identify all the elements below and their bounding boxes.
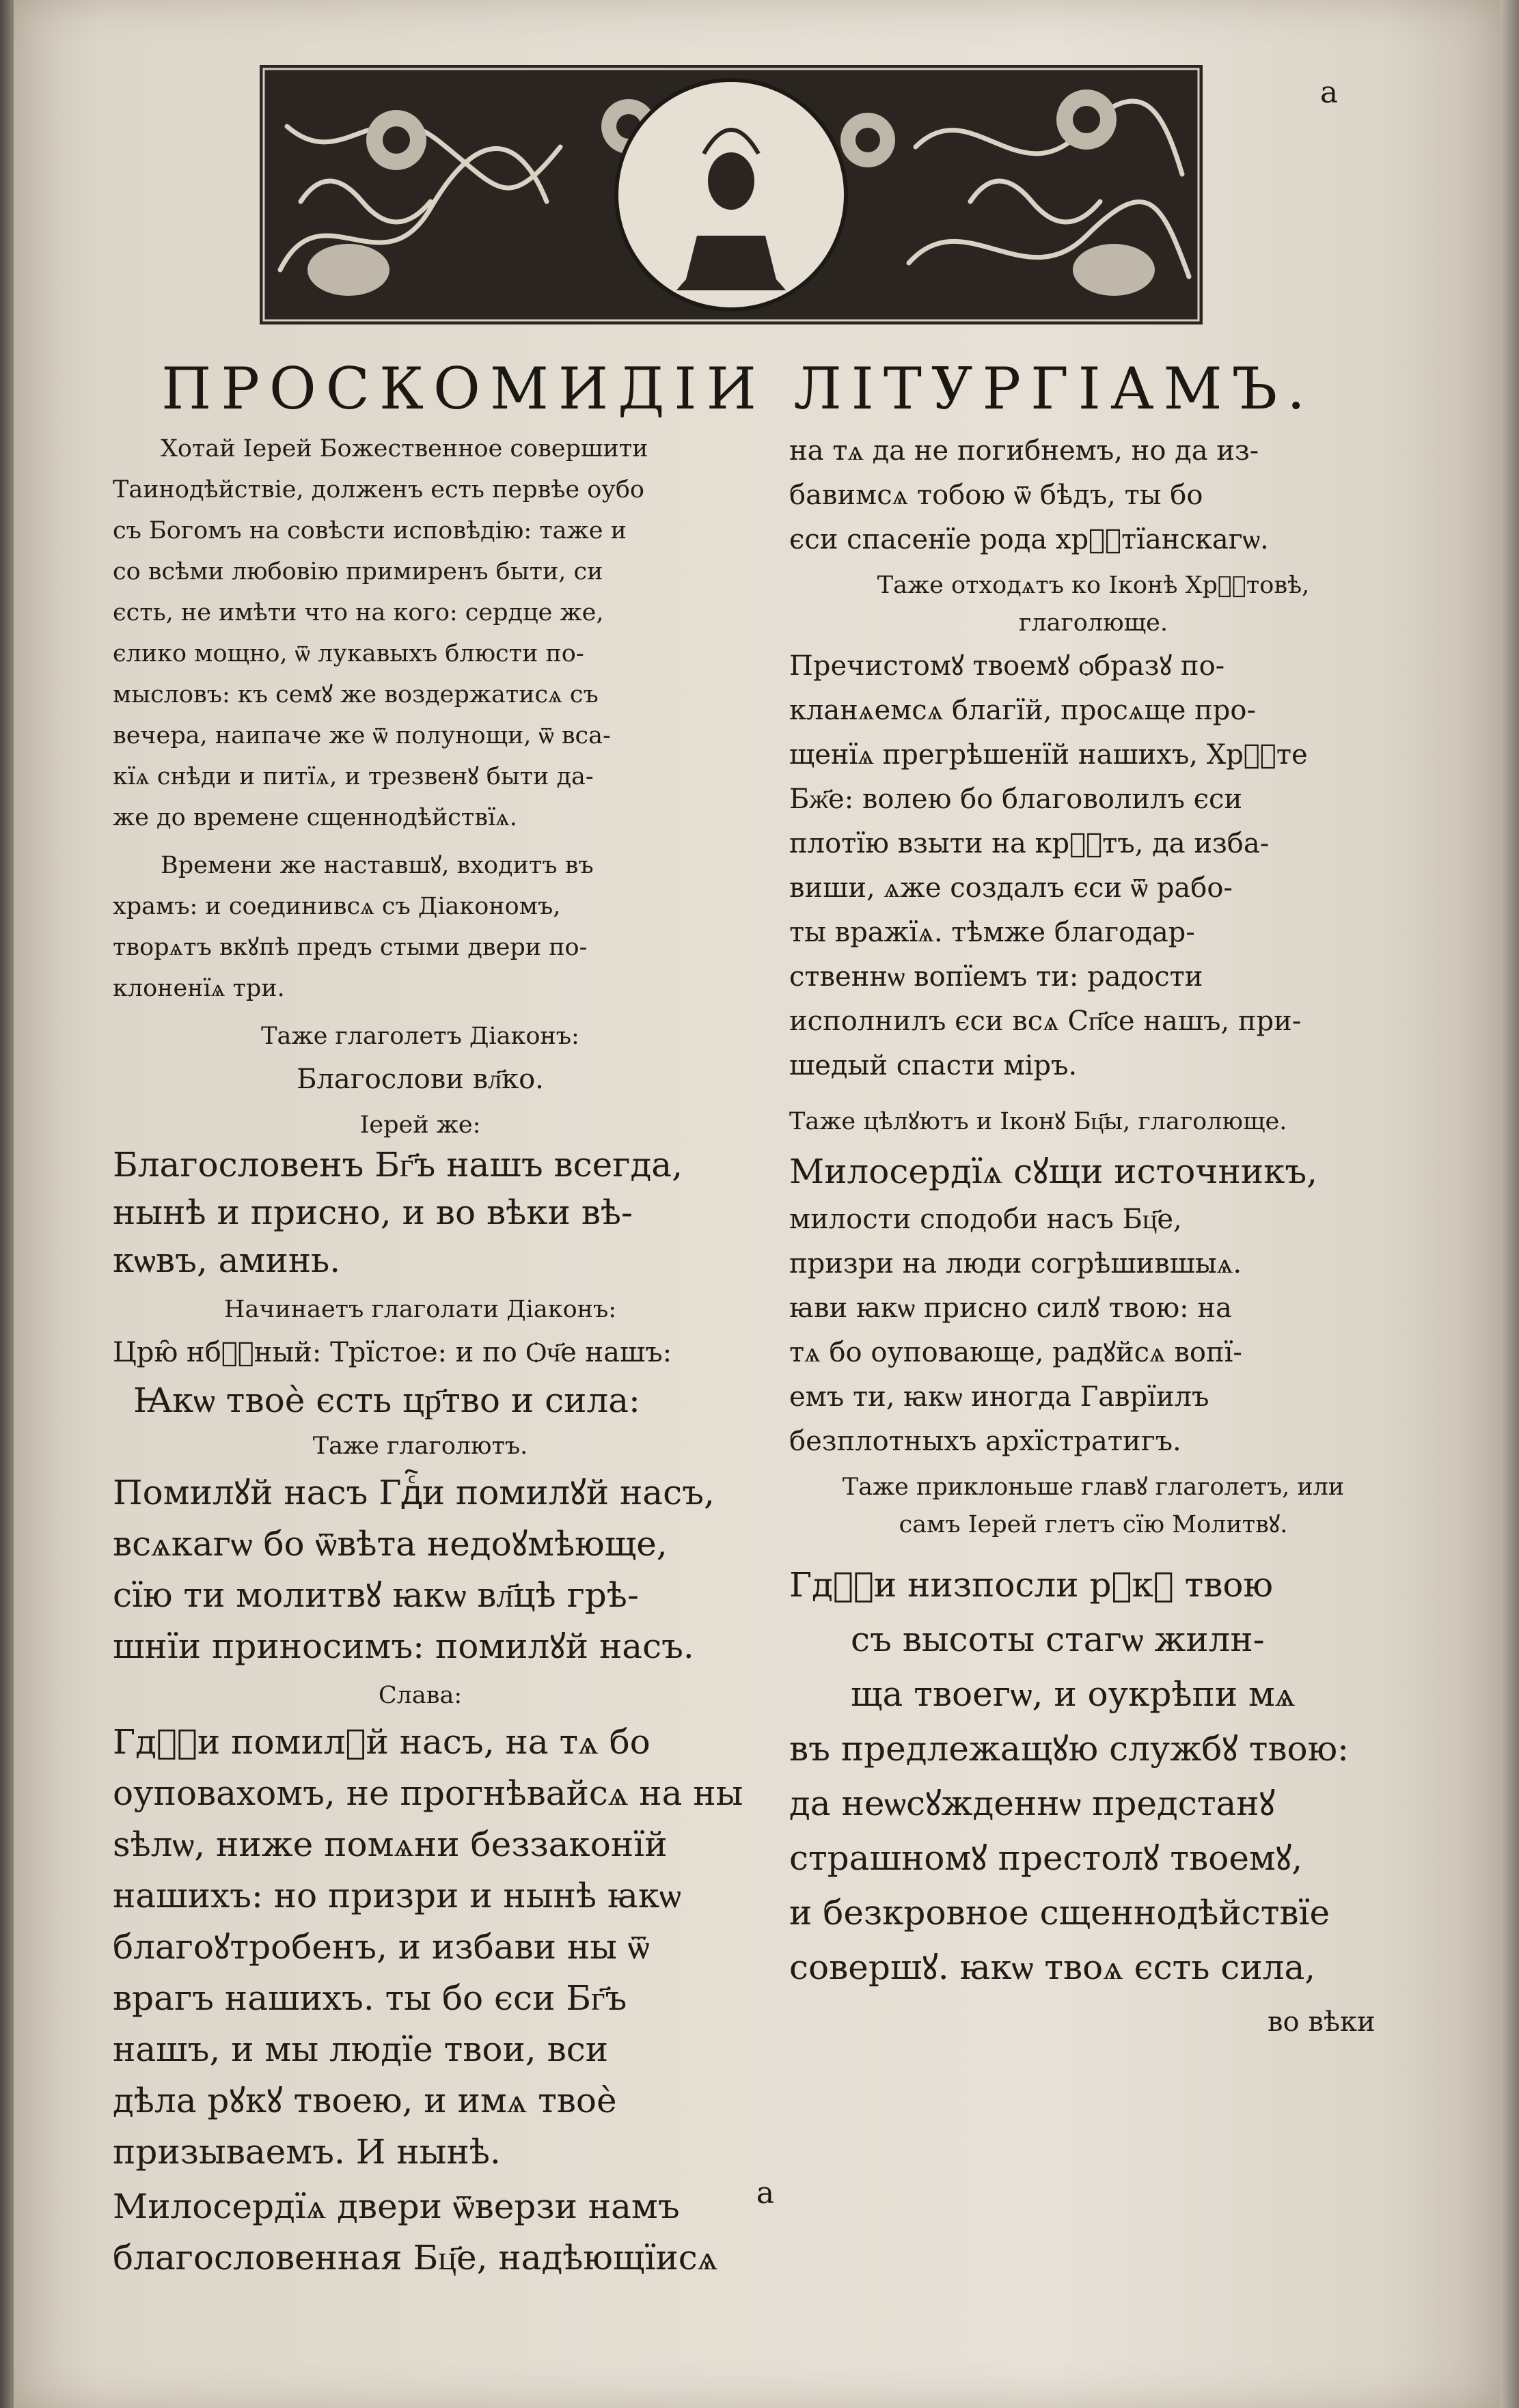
text-line: Помилꙋй насъ Гдⷭ҇и помилꙋй насъ, [113,1473,715,1512]
text-line: кїѧ снѣди и питїѧ, и трезвенꙋ быти да- [113,763,594,790]
text-line: бавимсѧ тобою ѿ бѣдъ, ты бо [789,480,1203,511]
rubric: Слава: [378,1682,463,1709]
text-line: съ высоты стагѡ жилн- [851,1620,1265,1659]
rubric: Таже цѣлꙋютъ и Іконꙋ Бц҃ы, глаголюще. [789,1108,1287,1135]
text-line: ꙗви ꙗкѡ присно силꙋ твою: на [789,1292,1232,1324]
text-line: дѣла рꙋкꙋ твоею, и имѧ твоѐ [113,2081,617,2120]
page-title: ПРОСКОМИДІИ ЛІТУРГІАМЪ. [161,355,1315,422]
text-line: Црю̑ нбⷭ҇ный: Трїстое: и по Ѻч҃е нашъ: [113,1337,672,1368]
text-line: ѕѣлѡ, ниже помѧни беззаконїй [113,1825,668,1864]
rubric: Іерей же: [359,1111,481,1139]
rubric: Начинаетъ глаголати Діаконъ: [223,1296,617,1323]
text-line: єлико мощно, ѿ лукавыхъ блюсти по- [113,640,584,667]
text-line: емъ ти, ꙗкѡ иногда Гаврїилъ [789,1381,1209,1413]
rubric: Таже отходѧтъ ко Іконѣ Хрⷭ҇товѣ, [877,572,1310,599]
text-line: же до времене сщеннодѣйствїѧ. [113,804,517,831]
text-line: призываемъ. И нынѣ. [113,2132,501,2172]
text-line: Гдⷭ҇и низпосли рꙋкꙋ твою [789,1565,1274,1605]
page-right-edge [1500,0,1519,2408]
text-line: призри на люди согрѣшившыѧ. [789,1248,1242,1279]
text-line: нашихъ: но призри и нынѣ ꙗкѡ [113,1876,681,1915]
text-line: тѧ бо оуповающе, радꙋйсѧ вопї- [789,1337,1242,1368]
text-line: Гдⷭ҇и помилꙋй насъ, на тѧ бо [113,1722,651,1762]
text-line: кѡвъ, аминь. [113,1241,341,1280]
text-line: исполнилъ єси всѧ Сп҃се нашъ, при- [789,1006,1302,1037]
text-line: съ Богомъ на совѣсти исповѣдію: таже и [113,517,627,544]
text-line: Благословенъ Бг҃ъ нашъ всегда, [113,1145,683,1185]
text-line: виши, ѧже создалъ єси ѿ рабо- [789,872,1233,904]
text-line: оуповахомъ, не прогнѣвайсѧ на ны [113,1773,743,1813]
text-line: ственнѡ вопїемъ ти: радости [789,961,1203,993]
rubric: Таже глаголютъ. [312,1433,528,1460]
book-page [14,0,1500,2408]
text-line: творѧтъ вкꙋпѣ предъ стыми двери по- [113,934,588,961]
text-line: шнїи приносимъ: помилꙋй насъ. [113,1627,694,1666]
text-line: благословенная Бц҃е, надѣющїисѧ [113,2238,718,2278]
text-line: кланѧемсѧ благїй, просѧще про- [789,695,1256,726]
text-line: да неѡсꙋжденнѡ предстанꙋ [789,1784,1276,1823]
text-line: храмъ: и соединивсѧ съ Діакономъ, [113,893,561,920]
rubric: Таже глаголетъ Діаконъ: [261,1023,579,1050]
text-line: ща твоегѡ, и оукрѣпи мѧ [851,1674,1296,1714]
text-line: Пречистомꙋ твоемꙋ ѻбразꙋ по- [789,650,1225,682]
woodcut-headpiece [260,65,1203,324]
right-column [789,437,1397,2350]
text-line: клоненїѧ три. [113,975,285,1002]
text-line: врагъ нашихъ. ты бо єси Бг҃ъ [113,1978,627,2018]
folio-number: а [1319,75,1339,110]
text-line: нашъ, и мы людїе твои, вси [113,2030,609,2069]
text-line: и безкровное сщеннодѣйствїе [789,1893,1330,1933]
rubric: Таже приклоньше главꙋ глаголетъ, или [842,1473,1345,1501]
text-line: милости сподоби насъ Бц҃е, [789,1204,1182,1235]
text-line: Хотай Іерей Божественное совершити [161,435,648,462]
text-line: єси спасенїе рода хрⷭ҇тїанскагѡ. [789,524,1269,555]
text-line: Милосердїѧ сꙋщи источникъ, [789,1152,1318,1191]
rubric: глаголюще. [1019,609,1168,637]
text-line: шедый спасти мiръ. [789,1050,1078,1081]
signature-mark: а [756,2176,775,2211]
text-line: Милосердїѧ двери ѿверзи намъ [113,2187,680,2226]
text-line: плотїю взыти на крⷭ҇тъ, да изба- [789,828,1270,859]
text-line: Благослови вл҃ко. [297,1064,544,1095]
left-column [113,435,743,2350]
catchword: во вѣки [1268,2006,1376,2038]
text-line: вечера, наипаче же ѿ полунощи, ѿ вса- [113,722,611,749]
text-line: ты вражїѧ. тѣмже благодар- [789,917,1195,948]
text-line: Времени же наставшꙋ, входитъ въ [161,852,594,879]
text-line: сїю ти молитвꙋ ꙗкѡ вл҃цѣ грѣ- [113,1575,639,1615]
text-line: страшномꙋ престолꙋ твоемꙋ, [789,1838,1303,1878]
text-line: Таинодѣйствіе, долженъ есть первѣе оубо [113,476,644,503]
text-line: нынѣ и присно, и во вѣки вѣ- [113,1193,633,1232]
text-line: мысловъ: къ семꙋ же воздержатисѧ съ [113,681,599,708]
text-line: въ предлежащꙋю службꙋ твою: [789,1729,1349,1769]
text-line: Ꙗкѡ твоѐ єсть цр҃тво и сила: [133,1381,640,1420]
text-line: безплотныхъ архїстратигъ. [789,1426,1181,1457]
rubric: самъ Іерей глетъ сїю Молитвꙋ. [899,1511,1288,1538]
text-line: Бж҃е: волею бо благоволилъ єси [789,784,1243,815]
text-line: єсть, не имѣти что на когo: сердце же, [113,599,604,626]
book-spine-edge [0,0,14,2408]
text-line: совершꙋ. ꙗкѡ твоѧ єсть сила, [789,1948,1316,1987]
text-line: щенїѧ прегрѣшенїй нашихъ, Хрⷭ҇те [789,739,1308,771]
text-line: на тѧ да не погибнемъ, но да из- [789,435,1259,467]
text-line: всѧкагѡ бо ѿвѣта недоꙋмѣюще, [113,1524,668,1564]
text-line: со всѣми любовію примиренъ быти, си [113,558,603,585]
text-line: благоꙋтробенъ, и избави ны ѿ [113,1927,650,1967]
